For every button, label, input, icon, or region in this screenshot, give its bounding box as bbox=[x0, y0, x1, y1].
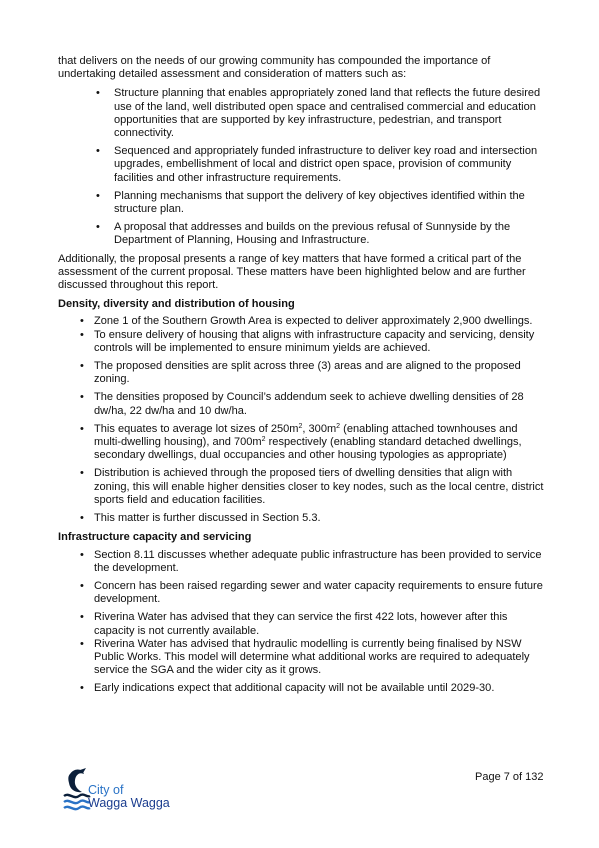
bullet-icon: • bbox=[80, 611, 84, 624]
bullet-icon: • bbox=[80, 682, 84, 695]
list-item: • Structure planning that enables appropriately zoned land that reflects the future desired use of the land, well distributed open space and centralised commercial and education opportunities that are supported by key infrastructure, pedestrian, and transport connectivity. bbox=[96, 87, 541, 140]
bullet-icon: • bbox=[96, 189, 100, 202]
logo-wordmark bbox=[88, 784, 170, 810]
bullet-icon: • bbox=[80, 512, 84, 525]
document-body bbox=[58, 55, 546, 696]
list-item: • Zone 1 of the Southern Growth Area is expected to deliver approximately 2,900 dwellings. bbox=[80, 315, 533, 328]
list-item: • This matter is further discussed in Section 5.3. bbox=[80, 512, 321, 525]
bullet-icon: • bbox=[80, 548, 84, 561]
bullet-icon: • bbox=[80, 315, 84, 328]
list-item: • Distribution is achieved through the proposed tiers of dwelling densities that align with zoning, this will enable higher densities closer to key nodes, such as the local centre, district sports field and education facilities. bbox=[80, 467, 544, 506]
list-item: • Section 8.11 discusses whether adequate public infrastructure has been provided to service the development. bbox=[80, 548, 542, 574]
list-item: • To ensure delivery of housing that aligns with infrastructure capacity and servicing, density controls will be implemented to ensure minimum yields are achieved. bbox=[80, 328, 535, 354]
intro-paragraph: that delivers on the needs of our growing community has compounded the importance of undertaking detailed assessment and consideration of matters such as: bbox=[58, 55, 491, 81]
bullet-icon: • bbox=[80, 391, 84, 404]
bullet-icon: • bbox=[80, 467, 84, 480]
list-item: • Sequenced and appropriately funded infrastructure to deliver key road and intersection upgrades, embellishment of local and district open space, provision of community facilities and other infrastructure requirements. bbox=[96, 145, 538, 184]
list-item: • The proposed densities are split across three (3) areas and are aligned to the proposed zoning. bbox=[80, 360, 521, 386]
infrastructure-list bbox=[58, 549, 546, 696]
list-item: • Riverina Water has advised that they can service the first 422 lots, however after this capacity is not currently available. bbox=[80, 611, 508, 637]
list-item: • Early indications expect that additional capacity will not be available until 2029-30. bbox=[80, 682, 495, 695]
logo-city-of: City of bbox=[88, 783, 124, 797]
list-item: • Concern has been raised regarding sewer and water capacity requirements to ensure future development. bbox=[80, 579, 543, 606]
list-item: • This equates to average lot sizes of $250m^2$, $300m^2$ (enabling attached townhouses and multi-dwelling housing), and $700m^2$ respectively (enabling standard detached dwellings, secondary dwellings, dual occupancies and other housing typologies as appropriate) bbox=[80, 422, 522, 462]
bullet-icon: • bbox=[96, 145, 100, 158]
logo-wagga-wagga: Wagga Wagga bbox=[88, 796, 170, 810]
bullet-icon: • bbox=[80, 637, 84, 650]
bullet-icon: • bbox=[80, 328, 84, 341]
section-heading-housing: Density, diversity and distribution of housing bbox=[58, 298, 295, 311]
bullet-icon: • bbox=[80, 360, 84, 373]
matters-list bbox=[58, 87, 546, 247]
page-footer bbox=[0, 760, 599, 820]
list-item: • Riverina Water has advised that hydraulic modelling is currently being finalised by NSW Public Works. This model will determine what additional works are required to adequately service the SGA and the wider city as it grows. bbox=[80, 637, 530, 677]
list-item: • Planning mechanisms that support the delivery of key objectives identified within the structure plan. bbox=[96, 189, 525, 216]
list-item: • The densities proposed by Council’s addendum seek to achieve dwelling densities of 28 dw/ha, 22 dw/ha and 10 dw/ha. bbox=[80, 391, 524, 417]
list-item: • A proposal that addresses and builds on the previous refusal of Sunnyside by the Department of Planning, Housing and Infrastructure. bbox=[96, 221, 511, 247]
page-number: Page 7 of 132 bbox=[475, 771, 544, 783]
bullet-icon: • bbox=[96, 221, 100, 234]
additional-paragraph: Additionally, the proposal presents a range of key matters that have formed a critical part of the assessment of the current proposal. These matters have been highlighted below and are further discussed throughout this report. bbox=[58, 252, 526, 292]
bullet-icon: • bbox=[80, 579, 84, 592]
section-heading-infrastructure: Infrastructure capacity and servicing bbox=[58, 531, 252, 544]
bullet-icon: • bbox=[96, 87, 100, 100]
bullet-icon: • bbox=[80, 422, 84, 435]
housing-list bbox=[58, 315, 546, 525]
